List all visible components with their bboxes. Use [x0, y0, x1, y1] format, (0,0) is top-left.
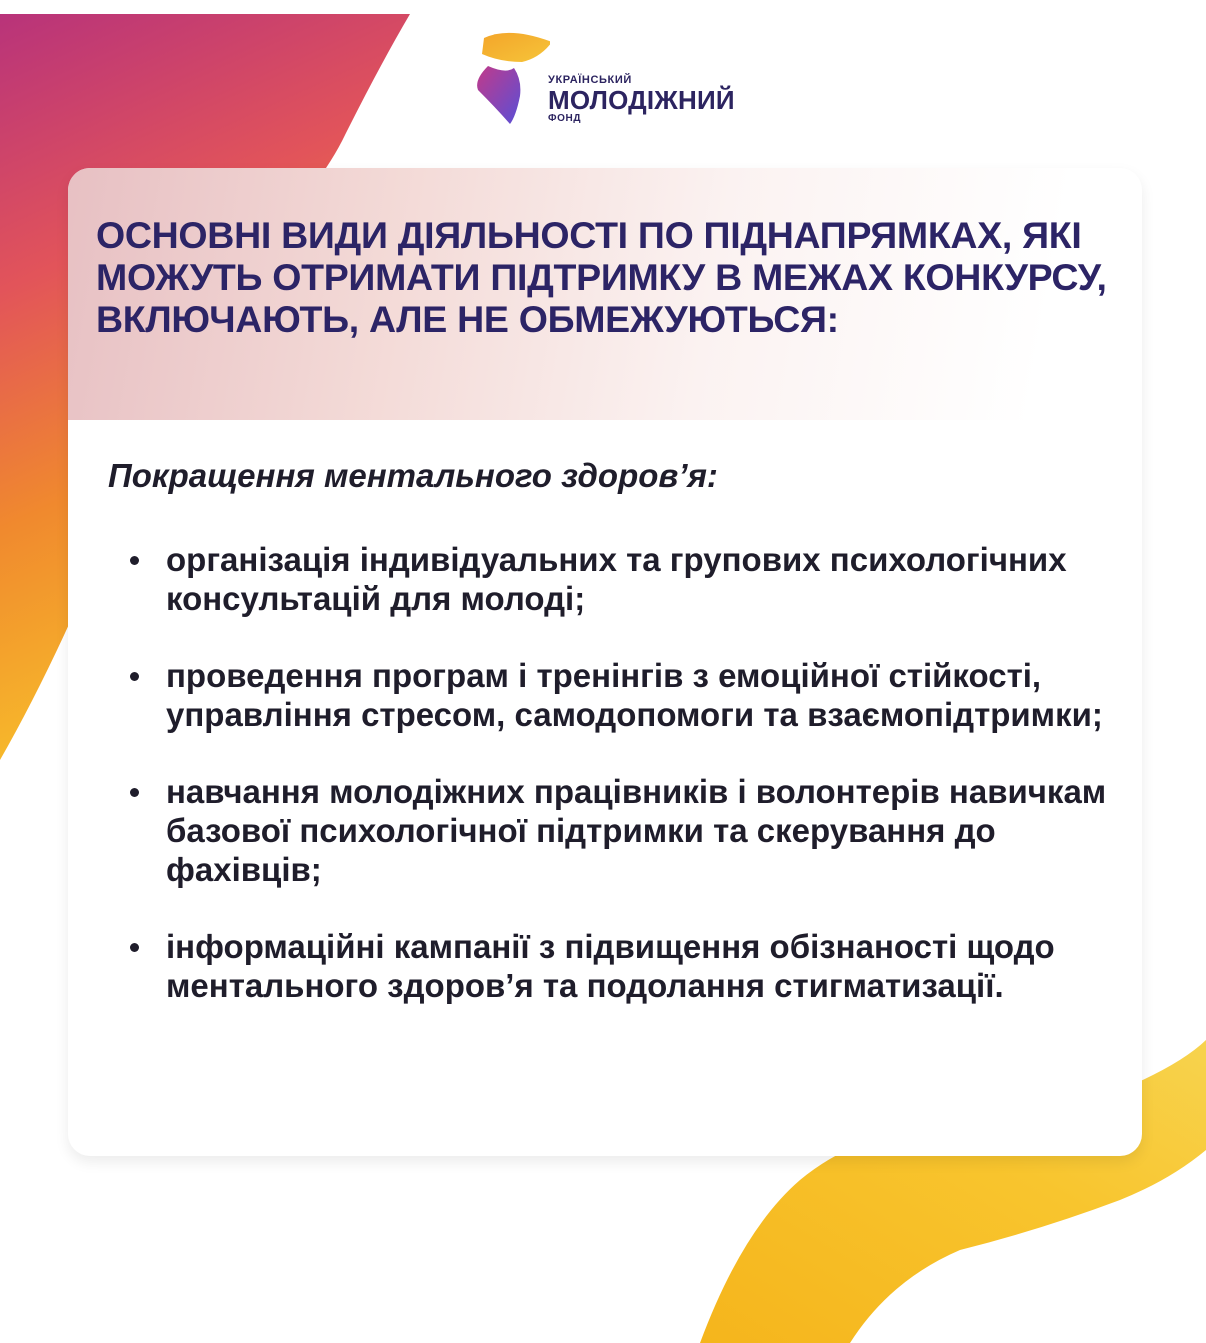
bullet-list [120, 540, 1110, 1043]
card-header [68, 168, 1142, 420]
section-heading: Покращення ментального здоров’я: [108, 457, 718, 494]
bullet-text: інформаційні кампанії з підвищення обізнаності щодо ментального здоров’я та подолання стигматизації. [166, 928, 1055, 1004]
bullet-text: навчання молодіжних працівників і волонтерів навичкам базової психологічної підтримки та скерування до фахівців; [166, 773, 1107, 888]
brand-line-3: ФОНД [548, 113, 582, 124]
brand-logo-icon [470, 28, 550, 128]
brand-logo [470, 28, 750, 128]
bullet-dot-icon [130, 788, 139, 797]
bullet-item [120, 656, 1110, 734]
brand-line-2: МОЛОДІЖНИЙ [548, 85, 735, 115]
bullet-item [120, 772, 1110, 889]
bullet-text: організація індивідуальних та групових психологічних консультацій для молоді; [166, 541, 1067, 617]
bullet-item [120, 927, 1110, 1005]
brand-line-1: УКРАЇНСЬКИЙ [548, 74, 632, 86]
bullet-item [120, 540, 1110, 618]
bullet-dot-icon [130, 943, 139, 952]
brand-logo-text [548, 75, 735, 124]
bullet-dot-icon [130, 556, 139, 565]
bullet-text: проведення програм і тренінгів з емоційної стійкості, управління стресом, самодопомоги та взаємопідтримки; [166, 657, 1103, 733]
content-card [68, 168, 1142, 1156]
bullet-dot-icon [130, 672, 139, 681]
card-title: ОСНОВНІ ВИДИ ДІЯЛЬНОСТІ ПО ПІДНАПРЯМКАХ, ЯКІ МОЖУТЬ ОТРИМАТИ ПІДТРИМКУ В МЕЖАХ КОНКУРСУ, ВКЛЮЧАЮТЬ, АЛЕ НЕ ОБМЕЖУЮТЬСЯ: [96, 214, 1107, 340]
